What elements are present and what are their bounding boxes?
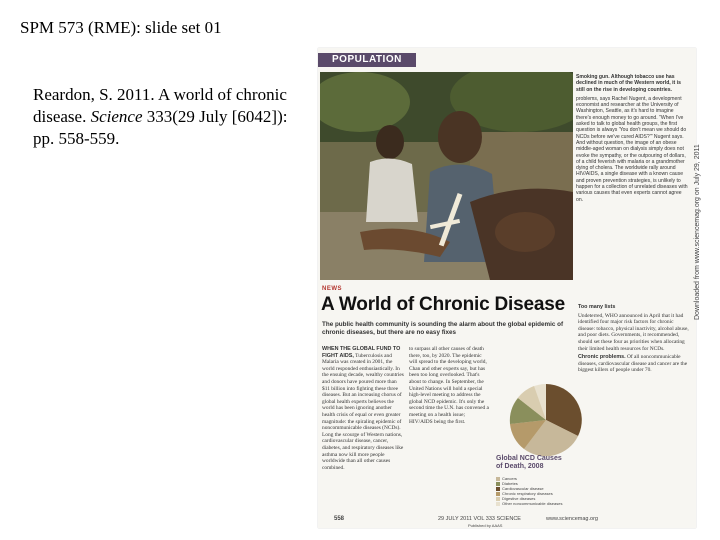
article-page-image [318, 48, 696, 528]
legend-label: Diabetes [502, 481, 518, 486]
download-note: Downloaded from www.sciencemag.org on July 29, 2011 [694, 144, 701, 320]
body-column-1 [322, 346, 404, 473]
slide-header: SPM 573 (RME): slide set 01 [20, 18, 222, 37]
pie-title: Global NCD Causes of Death, 2008 [496, 455, 562, 470]
page-number: 558 [334, 516, 345, 522]
article-footer [318, 512, 696, 528]
citation-authors: Reardon, S. 2011. A world of chronic disease. [33, 85, 287, 126]
photo-caption: Smoking gun. Although tobacco use has declined in much of the Western world, it is still on the rise in developing countries. [576, 74, 681, 93]
legend-label: Chronic respiratory diseases [502, 491, 553, 496]
news-tag: NEWS [322, 286, 342, 292]
legend-swatch [496, 482, 500, 486]
legend-label: Cancers [502, 476, 517, 481]
article-deck: The public health community is sounding the alarm about the global epidemic of chronic diseases, but there are no easy fixes [322, 321, 564, 336]
citation-journal: Science [90, 107, 143, 126]
legend-swatch [496, 502, 500, 506]
col2-text: to surpass all other causes of death there, too, by 2020. The epidemic will spread to the developing world, Chan and other experts say, but has been too long overlooked. That's about to change. In September, the United Nations will hold a special high-level meeting to address the global NCD epidemic. It's only the second time the U.N. has convened a meeting on a health issue; HIV/AIDS being the first. [409, 346, 489, 425]
side-column [576, 74, 690, 206]
citation-volume: 333(29 July [6042]): pp. 558-559. [33, 107, 288, 148]
body-column-3 [578, 304, 690, 376]
legend-swatch [496, 487, 500, 491]
body-column-2 [409, 346, 489, 427]
col3-text: Undeterred, WHO announced in April that it had identified four major risk factors for chronic disease: tobacco, physical inactivity, alcohol abuse, and poor diets. Governments, it recommended, should set these four as priorities when allocating their limited health resources for NCDs. [578, 312, 689, 352]
citation [33, 84, 303, 150]
side-text: problems, says Rachel Nugent, a development economist and researcher at the University of Washington, Seattle, as it's hard to imagine there's enough money to go around. "When I've asked to talk to global health groups, the first question is always 'You don't mean we should do NCDs before we've cured AIDS?'" Nugent says. And without question, the image of an obese middle-aged woman on dialysis simply does not evoke the sympathy, or the outpouring of dollars, of a child feverish with malaria or a grandmother dying of cholera. The worldwide rally around HIV/AIDS, a single disease with a known cause and proven prevention strategies, is unlikely to happen for a collection of unrelated diseases with various causes that even experts cannot agree on. [576, 95, 688, 203]
col3-lead-in: Too many lists [578, 304, 616, 310]
legend-label: Other noncommunicable diseases [502, 501, 563, 506]
footer-site: www.sciencemag.org [546, 516, 598, 522]
pie-legend [496, 476, 576, 506]
smoking-photo [320, 72, 573, 280]
legend-swatch [496, 497, 500, 501]
legend-swatch [496, 492, 500, 496]
article-headline: A World of Chronic Disease [321, 294, 565, 315]
col1-lead-in: WHEN THE GLOBAL FUND TO FIGHT AIDS, [322, 346, 401, 359]
legend-label: Cardiovascular disease [502, 486, 544, 491]
footer-publisher: Published by AAAS [468, 523, 503, 528]
col3-text-2: Of all noncommunicable diseases, cardiovascular disease and cancer are the biggest killers of people under 70. [578, 354, 688, 374]
col1-text: Tuberculosis and Malaria was created in 2001, the world responded enthusiastically. In the ensuing decade, wealthy countries and donors have poured more than $11 billion into fighting these three diseases. But an increasing chorus of global health experts believes the world has been ignoring another health crisis of equal or even greater magnitude: the spiraling epidemic of noncommunicable diseases (NCDs). Long the scourge of Western nations, cardiovascular disease, cancer, diabetes, and respiratory diseases like asthma now kill more people worldwide than all other causes combined. [322, 352, 404, 471]
folio: 29 JULY 2011 VOL 333 SCIENCE [438, 516, 521, 522]
col3-lead-in-2: Chronic problems. [578, 354, 626, 361]
legend-label: Digestive diseases [502, 496, 536, 501]
legend-item [496, 501, 576, 506]
section-label: POPULATION [332, 54, 402, 65]
legend-swatch [496, 477, 500, 481]
